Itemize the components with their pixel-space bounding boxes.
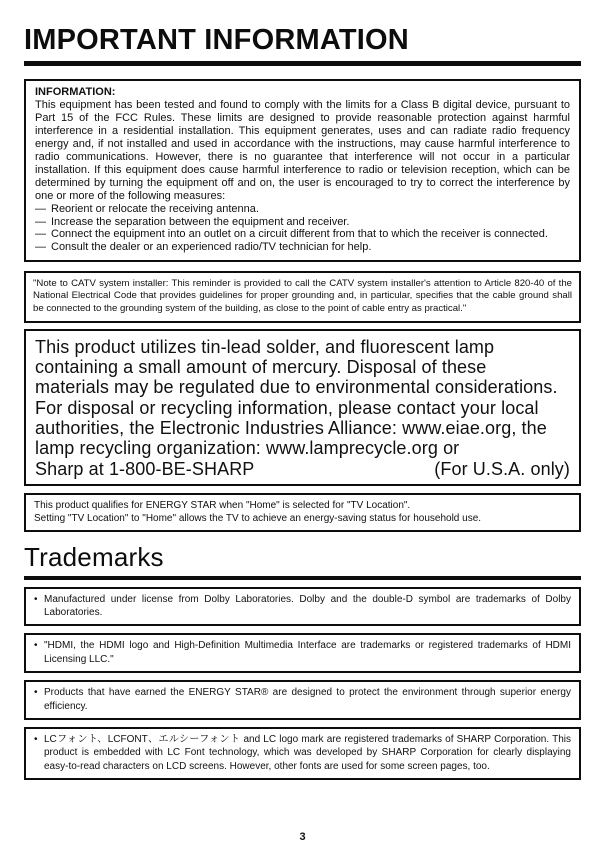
energy-star-box <box>24 493 581 532</box>
disposal-notice-box <box>24 329 581 486</box>
disposal-line: For disposal or recycling information, please contact your local <box>35 397 539 418</box>
trademarks-rule <box>24 576 581 580</box>
title-rule <box>24 61 581 66</box>
dash-marker: — <box>35 215 46 228</box>
usa-only-note: (For U.S.A. only) <box>434 458 570 479</box>
bullet-marker: • <box>34 640 38 652</box>
trademark-box-dolby <box>24 587 581 627</box>
disposal-last-line <box>35 459 570 479</box>
energy-star-line: Setting "TV Location" to "Home" allows the TV to achieve an energy-saving status for household use. <box>34 512 482 524</box>
trademark-item <box>34 639 571 666</box>
dash-marker: — <box>35 202 46 215</box>
trademark-text: Manufactured under license from Dolby Laboratories. Dolby and the double-D symbol are trademarks of Dolby Laboratories. <box>44 593 571 618</box>
dash-marker: — <box>35 241 46 254</box>
bullet-marker: • <box>34 733 38 745</box>
measure-text: Increase the separation between the equipment and receiver. <box>51 215 350 228</box>
sharp-contact: Sharp at 1-800-BE-SHARP <box>35 458 255 479</box>
disposal-line: lamp recycling organization: www.lamprecycle.org or <box>35 438 460 459</box>
information-heading: INFORMATION: <box>35 86 116 99</box>
bullet-marker: • <box>34 593 38 605</box>
catv-note-box <box>24 271 581 323</box>
trademark-text: LCフォント、LCFONT、エルシーフォント and LC logo mark are registered trademarks of SHARP Corporation. This product is embedded with LC Font technology, which was developed by SHARP Corporation for clearly displaying easy-to-read characters on LCD screens. However, other fonts are used for some screen pages, too. <box>44 733 571 772</box>
trademark-box-hdmi <box>24 633 581 673</box>
trademark-item <box>34 733 571 773</box>
bullet-marker: • <box>34 687 38 699</box>
measure-item <box>35 228 570 241</box>
measure-text: Consult the dealer or an experienced radio/TV technician for help. <box>51 241 372 254</box>
measure-item <box>35 216 570 229</box>
trademark-text: Products that have earned the ENERGY STAR® are designed to protect the environment through superior energy efficiency. <box>44 687 571 712</box>
trademark-box-lcfont <box>24 727 581 780</box>
catv-note-text: "Note to CATV system installer: This reminder is provided to call the CATV system installer's attention to Article 820-40 of the National Electrical Code that provides guidelines for proper grounding and, in particular, specifies that the cable ground shall be connected to the grounding system of the building, as close to the point of cable entry as practical." <box>33 278 572 314</box>
measure-item <box>35 203 570 216</box>
trademark-text: "HDMI, the HDMI logo and High-Definition Multimedia Interface are trademarks or registered trademarks of HDMI Licensing LLC." <box>44 640 571 665</box>
trademark-item <box>34 686 571 713</box>
measure-item <box>35 241 570 254</box>
disposal-line: containing a small amount of mercury. Disposal of these <box>35 357 487 378</box>
information-body: This equipment has been tested and found to comply with the limits for a Class B digital device, pursuant to Part 15 of the FCC Rules. These limits are designed to provide reasonable protection against harmful interference in a residential installation. This equipment generates, uses and can radiate radio frequency energy and, if not installed and used in accordance with the instructions, may cause harmful interference to radio communications. However, there is no guarantee that interference will not occur in a particular installation. If this equipment does cause harmful interference to radio or television reception, which can be determined by turning the equipment off and on, the user is encouraged to try to correct the interference by one or more of the following measures: <box>35 99 570 202</box>
disposal-line: This product utilizes tin-lead solder, and fluorescent lamp <box>35 336 495 357</box>
information-box <box>24 79 581 262</box>
page-number: 3 <box>299 831 306 843</box>
trademark-item <box>34 593 571 620</box>
page-title: IMPORTANT INFORMATION <box>24 24 409 56</box>
dash-marker: — <box>35 228 46 241</box>
disposal-line: authorities, the Electronic Industries Alliance: www.eiae.org, the <box>35 418 547 439</box>
energy-star-line: This product qualifies for ENERGY STAR when "Home" is selected for "TV Location". <box>34 499 411 511</box>
disposal-line: materials may be regulated due to environmental considerations. <box>35 377 558 398</box>
measure-text: Connect the equipment into an outlet on a circuit different from that to which the receiver is connected. <box>51 228 548 241</box>
trademark-box-energy-star <box>24 680 581 720</box>
measure-text: Reorient or relocate the receiving antenna. <box>51 202 259 215</box>
trademarks-heading: Trademarks <box>24 541 164 572</box>
